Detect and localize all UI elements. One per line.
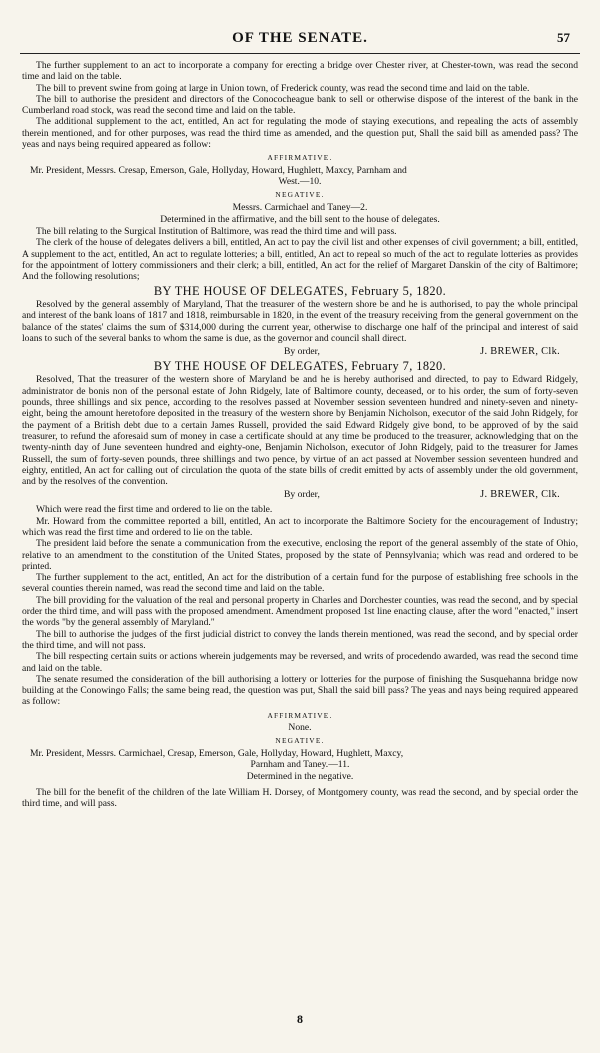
clerk-name: J. BREWER, Clk. <box>480 346 560 358</box>
negative-label: NEGATIVE. <box>275 736 325 746</box>
paragraph: The senate resumed the consideration of the bill authorising a lottery or lotteries for the purpose of finishing the Susquehanna bridge now building at the Conowingo Falls; the same being read, the question was put, Shall the said bill pass? The yeas and nays being required appeared as follow: <box>22 673 578 708</box>
header-rule <box>20 53 580 54</box>
paragraph: The clerk of the house of delegates delivers a bill, entitled, An act to pay the civil list and other expenses of civil government; a bill, entitled, A supplement to the act, entitled, An act to regulate lotteries; a bill, entitled, An act to repeal so much of the act to regulate lotteries as provides for the appointment of lottery commissioners and their clerk; a bill, entitled, An act for the relief of Margaret Danskin of the city of Baltimore; And the following resolutions; <box>22 237 578 283</box>
paragraph: The bill to prevent swine from going at large in Union town, of Frederick county, was read the second time and laid on the table. <box>36 82 530 94</box>
paragraph: Mr. Howard from the committee reported a bill, entitled, An act to incorporate the Baltimore Society for the encouragement of Industry; which was read the first time and ordered to lie on the table. <box>22 515 578 538</box>
vote-result: Determined in the affirmative, and the bill sent to the house of delegates. <box>160 213 440 225</box>
negative-votes: Mr. President, Messrs. Carmichael, Cresap, Emerson, Gale, Hollyday, Howard, Hughlett, Maxcy, <box>30 747 404 759</box>
affirmative-votes: None. <box>288 722 312 734</box>
paragraph: The bill relating to the Surgical Institution of Baltimore, was read the third time and will pass. <box>36 226 397 238</box>
by-order: By order, <box>284 489 320 501</box>
resolution-text: Resolved by the general assembly of Maryland, That the treasurer of the western shore be and he is authorised, to pay the whole principal and interest of the bank loans of 1817 and 1818, reimbursable in 1820, in the event of the treasury receiving from the general government on the balance of the states' claims the sum of $314,000 during the current year, otherwise to discharge one half of the principal and interest of said loans to such of the several banks to whom the same is due, as the governor and council shall direct. <box>22 298 578 344</box>
vote-result: Determined in the negative. <box>246 771 354 783</box>
paragraph: The further supplement to an act to incorporate a company for erecting a bridge over Chester river, at Chester-town, was read the second time and laid on the table. <box>22 60 578 83</box>
journal-body <box>22 60 578 809</box>
resolution-signature <box>22 346 578 358</box>
affirmative-votes-cont: West.—10. <box>278 175 322 187</box>
by-order: By order, <box>284 346 320 358</box>
resolution-heading: BY THE HOUSE OF DELEGATES, February 5, 1820. <box>153 283 447 298</box>
paragraph: The further supplement to the act, entitled, An act for the distribution of a certain fund for the purpose of establishing free schools in the several counties therein named, was read the second time and laid on the table. <box>22 572 578 595</box>
affirmative-label: AFFIRMATIVE. <box>267 153 333 163</box>
signature-mark: 8 <box>297 1012 303 1026</box>
clerk-name: J. BREWER, Clk. <box>480 489 560 501</box>
paragraph: The bill respecting certain suits or actions wherein judgements may be reversed, and writs of procedendo awarded, was read the second time and laid on the table. <box>22 651 578 674</box>
paragraph: Which were read the first time and ordered to lie on the table. <box>36 504 273 516</box>
paragraph: The bill to authorise the judges of the first judicial district to convey the lands therein mentioned, was read the second, and by special order the third time, and will not pass. <box>22 628 578 651</box>
page-header <box>0 30 600 52</box>
affirmative-votes: Mr. President, Messrs. Cresap, Emerson, Gale, Hollyday, Howard, Hughlett, Maxcy, Parnham and <box>30 164 407 176</box>
page-number: 57 <box>557 30 570 45</box>
paragraph: The bill for the benefit of the children of the late William H. Dorsey, of Montgomery county, was read the second, and by special order the third time, and will pass. <box>22 786 578 809</box>
paragraph: The bill providing for the valuation of the real and personal property in Charles and Dorchester counties, was read the second, and by special order the third time, and will pass with the proposed amendment. Amendment proposed 1st line enacting clause, after the word "enacted," insert the words "by the general assembly of Maryland." <box>22 594 578 629</box>
resolution-text: Resolved, That the treasurer of the western shore of Maryland be and he is hereby authorised and directed, to pay to Edward Ridgely, administrator de bonis non of the personal estate of John Ridgely, late of Baltimore county, deceased, or to his order, the sum of forty-seven pounds, three shillings and six pence, according to the resolves passed at November session seventeen hundred and ninety-seven and ninety-eight, being the amount heretofore deposited in the treasury of the western shore by Benjamin Nicholson, executor of the said John Ridgely, for the payment of a British debt due to a certain James Russell, provided the said Edward Ridgely give bond, to be approved of by the said treasurer, to refund the aforesaid sum of money in case a certificate should at any time be produced to the treasurer, acknowledging that on the twenty-ninth day of June seventeen hundred and eighty-one, Benjamin Nicholson, executor of John Ridgely, paid to the treasurer for James Russell, the sum of forty-seven pounds, three shillings and two pence, by virtue of an act passed at November session seventeen hundred and eighty, entitled, An act for calling out of circulation the quota of the state bills of credit emitted by acts of assembly under the old government, and by the resolves of the convention. <box>22 374 578 488</box>
running-title: OF THE SENATE. <box>232 30 368 46</box>
negative-votes-cont: Parnham and Taney.—11. <box>250 758 350 770</box>
affirmative-label: AFFIRMATIVE. <box>267 710 333 720</box>
negative-label: NEGATIVE. <box>275 190 325 200</box>
paragraph: The bill to authorise the president and directors of the Conococheague bank to sell or otherwise dispose of the interest of the bank in the Cumberland road stock, was read the second time and laid on the table. <box>22 93 578 117</box>
paragraph: The additional supplement to the act, entitled, An act for regulating the mode of staying executions, and repealing the acts of assembly therein mentioned, and for other purposes, was read the third time as amended, and the question put, Shall the said bill as amended pass? The yeas and nays being required appeared as follow: <box>22 116 578 151</box>
negative-votes: Messrs. Carmichael and Taney—2. <box>232 201 368 213</box>
resolution-signature <box>22 489 578 501</box>
paragraph: The president laid before the senate a communication from the executive, enclosing the report of the general assembly of the state of Ohio, relative to an amendment to the constitution of the United States, proposed by the state of Pennsylvania; which was read and ordered to be printed. <box>22 538 578 572</box>
resolution-heading: BY THE HOUSE OF DELEGATES, February 7, 1820. <box>153 359 447 374</box>
